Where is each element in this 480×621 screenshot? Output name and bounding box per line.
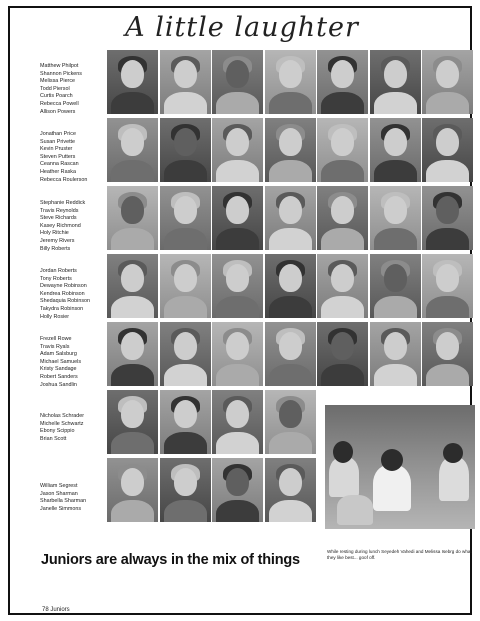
student-name: Frezell Rowe <box>40 336 72 342</box>
student-portrait <box>212 50 263 114</box>
page-folio: 78 Juniors <box>42 607 70 613</box>
student-portrait <box>160 254 211 318</box>
student-name: Brian Scott <box>40 435 67 442</box>
student-name: Curtis Poarch <box>40 93 73 100</box>
student-portrait <box>265 254 316 318</box>
name-list-6 <box>40 413 112 443</box>
student-portrait <box>370 186 421 250</box>
student-name: Steve Richards <box>40 215 77 222</box>
student-portrait <box>422 186 473 250</box>
student-portrait <box>107 390 158 454</box>
student-portrait <box>265 50 316 114</box>
student-name: Melissa Pierce <box>40 78 76 85</box>
student-portrait <box>160 118 211 182</box>
page-title: A little laughter <box>125 12 359 43</box>
student-name: Michael Samuels <box>40 358 82 365</box>
student-portrait <box>107 186 158 250</box>
student-portrait <box>107 254 158 318</box>
student-name: Jordan Roberts <box>40 268 77 274</box>
student-name: Heather Raska <box>40 168 76 175</box>
student-name: Kasey Richmond <box>40 222 81 229</box>
student-name: Ceanna Rascan <box>40 161 79 168</box>
name-list-2 <box>40 131 112 184</box>
student-name: Jeremy Rivers <box>40 237 75 244</box>
student-portrait <box>422 322 473 386</box>
candid-photo <box>325 405 475 529</box>
student-portrait <box>422 118 473 182</box>
student-portrait <box>265 186 316 250</box>
student-portrait <box>212 186 263 250</box>
student-name: Rebecca Powell <box>40 100 79 107</box>
student-name: Kevin Pruster <box>40 146 73 153</box>
student-name: Holly Rosier <box>40 313 70 320</box>
student-portrait <box>160 322 211 386</box>
student-portrait <box>317 50 368 114</box>
student-portrait <box>107 118 158 182</box>
student-name: Ebony Scippio <box>40 428 75 435</box>
student-name: Nicholas Schrader <box>40 413 85 419</box>
student-name: Tony Roberts <box>40 275 72 282</box>
name-list-7 <box>40 483 112 513</box>
student-portrait <box>317 118 368 182</box>
student-portrait <box>212 390 263 454</box>
student-portrait <box>212 458 263 522</box>
student-name: Takydra Robinson <box>40 305 84 312</box>
student-portrait <box>160 458 211 522</box>
student-name: Holy Ritchie <box>40 230 69 237</box>
student-portrait <box>370 118 421 182</box>
student-portrait <box>370 254 421 318</box>
name-list-3 <box>40 200 112 253</box>
student-name: Billy Roberts <box>40 245 71 252</box>
student-portrait <box>317 322 368 386</box>
student-name: Kristy Sandage <box>40 366 77 373</box>
student-name: Travis Ryals <box>40 343 70 350</box>
student-portrait <box>265 458 316 522</box>
photo-caption: While resting during lunch Seyedeh Vahedi and Melissa Isebrg do what they like best... goof off. <box>327 549 472 560</box>
student-portrait <box>265 118 316 182</box>
student-portrait <box>370 322 421 386</box>
student-name: Jason Sharman <box>40 490 78 497</box>
student-portrait <box>317 254 368 318</box>
student-name: Susan Privette <box>40 138 76 145</box>
student-name: Matthew Philpot <box>40 63 79 69</box>
student-name: Stephanie Reddick <box>40 200 86 206</box>
student-name: Travis Reynolds <box>40 207 79 214</box>
student-name: Sharbella Sharman <box>40 498 87 505</box>
student-name: Adam Salsburg <box>40 351 77 358</box>
name-list-1 <box>40 63 112 116</box>
student-portrait <box>422 50 473 114</box>
student-portrait <box>107 50 158 114</box>
section-caption: Juniors are always in the mix of things <box>41 552 300 568</box>
student-name: Steven Putters <box>40 153 76 160</box>
student-portrait <box>160 186 211 250</box>
name-list-5 <box>40 336 112 389</box>
student-name: Jonathan Price <box>40 131 76 137</box>
student-portrait <box>265 390 316 454</box>
student-portrait <box>422 254 473 318</box>
student-name: Robert Sanders <box>40 373 78 380</box>
student-name: Todd Piersol <box>40 85 70 92</box>
student-portrait <box>212 118 263 182</box>
student-name: Shedaquia Robinson <box>40 298 91 305</box>
student-portrait <box>160 390 211 454</box>
student-portrait <box>212 322 263 386</box>
student-name: Rebecca Roulerson <box>40 176 88 183</box>
student-name: Michelle Schwartz <box>40 420 84 427</box>
student-portrait <box>107 322 158 386</box>
student-portrait <box>370 50 421 114</box>
student-portrait <box>160 50 211 114</box>
student-name: Kendrea Robinson <box>40 290 85 297</box>
student-name: Joshua Sandlin <box>40 381 77 388</box>
student-portrait <box>265 322 316 386</box>
student-name: Allison Powers <box>40 108 76 115</box>
student-portrait <box>107 458 158 522</box>
student-name: Shannon Pickens <box>40 70 82 77</box>
yearbook-page <box>8 6 472 615</box>
student-portrait <box>212 254 263 318</box>
student-name: Janelle Simmons <box>40 505 82 512</box>
student-portrait <box>317 186 368 250</box>
student-name: Dewayne Robinson <box>40 283 87 290</box>
name-list-4 <box>40 268 112 321</box>
student-name: William Segrest <box>40 483 78 489</box>
